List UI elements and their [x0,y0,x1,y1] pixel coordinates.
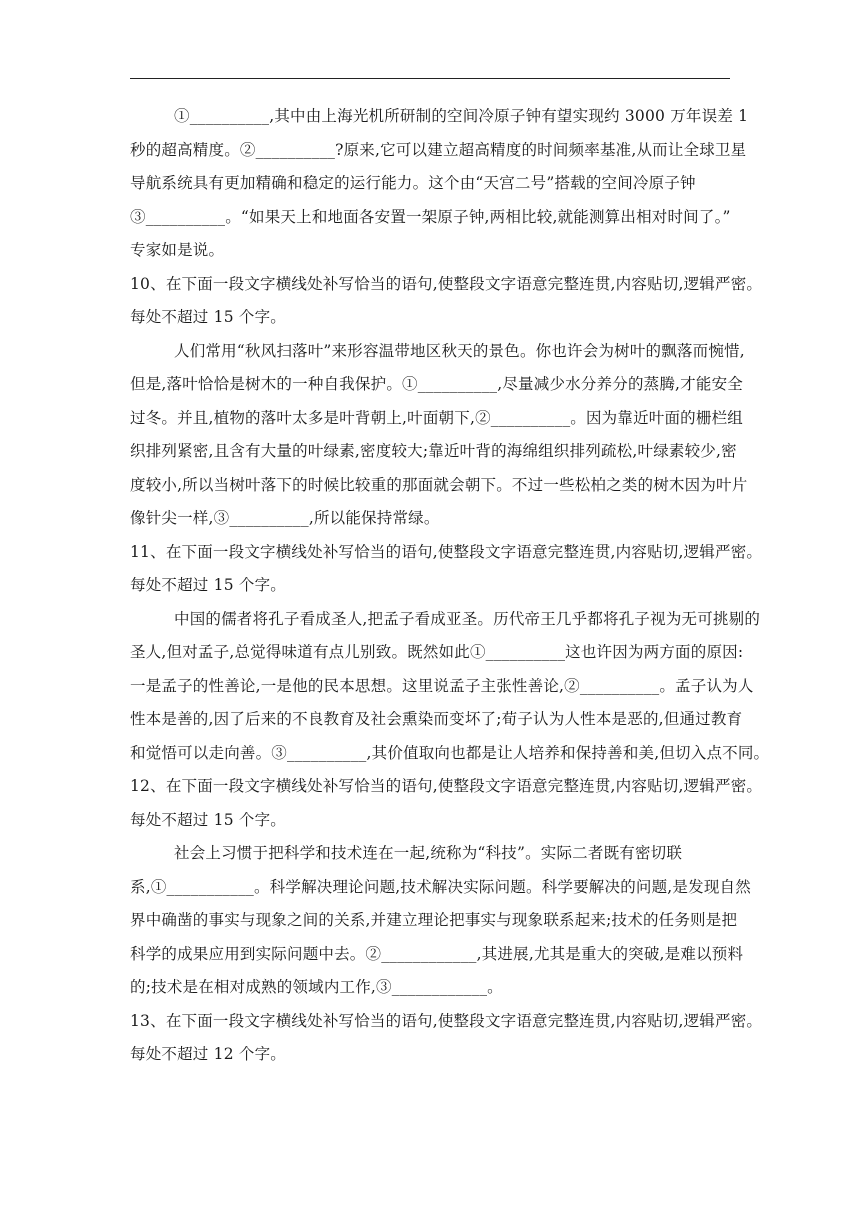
passage-line: 中国的儒者将孔子看成圣人,把孟子看成亚圣。历代帝王几乎都将孔子视为无可挑剔的 [174,609,761,628]
passage-line: 度较小,所以当树叶落下的时候比较重的那面就会朝下。不过一些松柏之类的树木因为叶片 [130,475,748,494]
passage-line: 一是孟子的性善论,一是他的民本思想。这里说孟子主张性善论,②__________。孟子认为人 [130,676,754,695]
passage-9-continuation [130,100,749,268]
question-prompt: 每处不超过 15 个字。 [130,308,286,326]
passage-line: 但是,落叶恰恰是树木的一种自我保护。①__________,尽量减少水分养分的蒸腾,才能安全 [130,375,743,393]
passage-line: ①__________,其中由上海光机所研制的空间冷原子钟有望实现约 3000 万年误差 1 [174,107,749,125]
question-prompt: 10、在下面一段文字横线处补写恰当的语句,使整段文字语意完整连贯,内容贴切,逻辑严密。 [130,274,763,293]
passage-line: 秒的超高精度。②__________?原来,它可以建立超高精度的时间频率基准,从而让全球卫星 [130,140,747,159]
passage-line: 性本是善的,因了后来的不良教育及社会熏染而变坏了;荀子认为人性本是恶的,但通过教育 [130,710,743,728]
passage-line: 社会上习惯于把科学和技术连在一起,统称为“科技”。实际二者既有密切联 [174,844,683,862]
passage-line: 像针尖一样,③__________,所以能保持常绿。 [130,509,440,527]
question-12 [130,770,763,1005]
passage-line: 的;技术是在相对成熟的领域内工作,③____________。 [130,978,503,996]
question-13 [130,1005,763,1072]
passage-line: 和觉悟可以走向善。③__________,其价值取向也都是让人培养和保持善和美,但切入点不同。 [130,743,770,762]
header-rule [130,78,730,79]
passage-line: ③__________。“如果天上和地面各安置一架原子钟,两相比较,就能测算出相对时间了。” [130,207,731,226]
question-prompt: 每处不超过 15 个字。 [130,810,286,829]
passage-line: 圣人,但对孟子,总觉得味道有点儿别致。既然如此①__________这也许因为两方面的原因: [130,643,744,661]
question-10 [130,268,763,536]
question-prompt: 每处不超过 12 个字。 [130,1045,286,1063]
passage-line: 专家如是说。 [130,241,225,259]
question-prompt: 13、在下面一段文字横线处补写恰当的语句,使整段文字语意完整连贯,内容贴切,逻辑严密。 [130,1011,763,1030]
question-prompt: 每处不超过 15 个字。 [130,576,286,594]
question-prompt: 11、在下面一段文字横线处补写恰当的语句,使整段文字语意完整连贯,内容贴切,逻辑严密。 [130,542,763,561]
passage-line: 界中确凿的事实与现象之间的关系,并建立理论把事实与现象联系起来;技术的任务则是把 [130,911,738,929]
passage-line: 系,①___________。科学解决理论问题,技术解决实际问题。科学要解决的问题,是发现自然 [130,877,751,896]
question-prompt: 12、在下面一段文字横线处补写恰当的语句,使整段文字语意完整连贯,内容贴切,逻辑严密。 [130,777,763,795]
passage-line: 科学的成果应用到实际问题中去。②____________,其进展,尤其是重大的突破,是难以预料 [130,944,744,963]
passage-line: 人们常用“秋风扫落叶”来形容温带地区秋天的景色。你也许会为树叶的飘落而惋惜, [174,341,745,360]
document-body [130,100,770,1072]
passage-line: 导航系统具有更加精确和稳定的运行能力。这个由“天宫二号”搭载的空间冷原子钟 [130,174,696,192]
question-11 [130,536,770,771]
passage-line: 过冬。并且,植物的落叶太多是叶背朝上,叶面朝下,②__________。因为靠近叶面的栅栏组 [130,408,743,427]
passage-line: 织排列紧密,且含有大量的叶绿素,密度较大;靠近叶背的海绵组织排列疏松,叶绿素较少,密 [130,442,737,460]
